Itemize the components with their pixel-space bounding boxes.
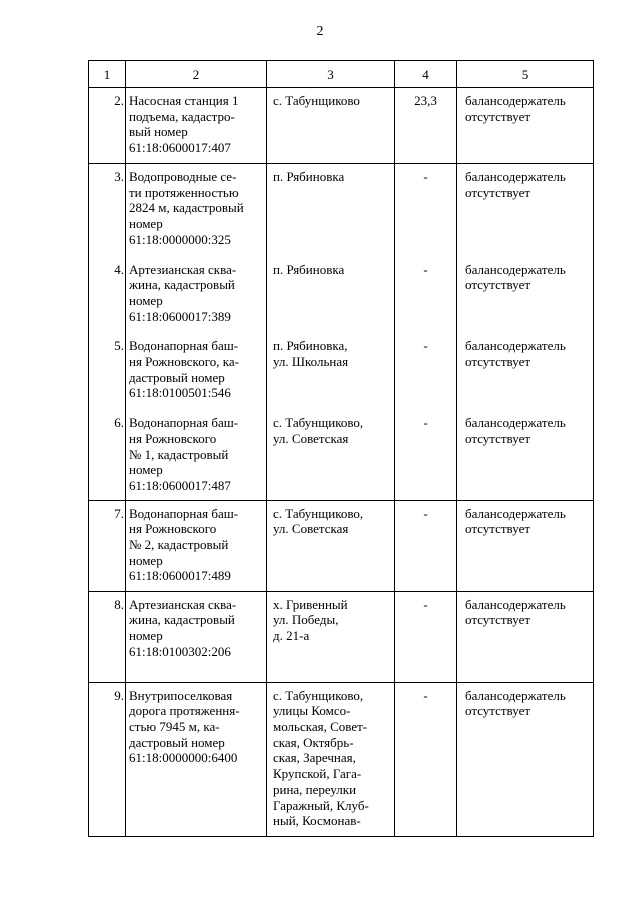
owner-line: отсутствует (465, 184, 531, 200)
owner-cell (457, 88, 594, 164)
object-name-line: 61:18:0000000:325 (129, 231, 231, 247)
object-name-entry (129, 415, 263, 494)
location-cell-line: ный, Космонав- (273, 813, 361, 829)
object-name-cell (126, 88, 267, 164)
area-entry (395, 338, 456, 401)
object-name-cell (126, 164, 267, 501)
item-number-entry (89, 262, 124, 325)
area-cell-line: - (423, 596, 428, 612)
object-name-cell-line: ня Рожновского (129, 521, 217, 537)
object-name-line: номер (129, 292, 163, 308)
owner-cell (457, 500, 594, 591)
owner-cell-line: отсутствует (465, 108, 531, 124)
object-name-line: Водопроводные се- (129, 169, 237, 184)
location-cell-line: Гаражный, Клуб- (273, 797, 369, 813)
object-name-cell (126, 682, 267, 836)
object-name-cell-line: стью 7945 м, ка- (129, 719, 220, 734)
item-number-cell-line: 8. (114, 596, 124, 612)
area-entry (395, 262, 456, 325)
object-name-line: номер (129, 462, 163, 478)
location-cell-line: Крупской, Гага- (273, 766, 362, 782)
area-cell (395, 500, 457, 591)
owner-cell-line: балансодержатель (465, 505, 566, 521)
location-cell-line: рина, переулки (273, 781, 357, 797)
item-number-cell-line: 7. (114, 505, 124, 521)
area-cell-line: - (423, 687, 428, 703)
location-line: с. Табунщиково, (273, 415, 364, 431)
object-name-line: жина, кадастровый (129, 277, 235, 293)
item-number-line: 5. (114, 338, 124, 354)
location-entry (273, 415, 391, 494)
column-header: 4 (395, 61, 457, 88)
location-cell-line: с. Табунщиково (273, 93, 360, 108)
object-name-line: 2824 м, кадастровый (129, 200, 244, 216)
owner-cell-line: балансодержатель (465, 93, 566, 108)
owner-line: балансодержатель (465, 261, 566, 277)
location-cell-line: д. 21-а (273, 628, 310, 643)
item-number-line: 3. (114, 169, 124, 184)
area-cell-line: 23,3 (414, 93, 437, 108)
object-name-line: ня Рожновского, ка- (129, 354, 239, 369)
object-name-cell (126, 591, 267, 682)
location-cell-line: ская, Октябрь- (273, 734, 354, 750)
owner-entry (465, 415, 591, 494)
location-cell (267, 88, 395, 164)
area-line: - (423, 415, 428, 431)
location-cell-line: ул. Победы, (273, 612, 339, 628)
area-entry (395, 169, 456, 248)
location-cell-line: ская, Заречная, (273, 750, 356, 766)
object-name-cell-line: 61:18:0100302:206 (129, 643, 231, 659)
object-name-cell-line: 61:18:0600017:407 (129, 140, 231, 156)
item-number-cell-line: 2. (114, 93, 124, 108)
object-name-line: Водонапорная баш- (129, 415, 239, 431)
table-row (89, 88, 594, 164)
location-line: ул. Советская (273, 430, 349, 446)
item-number-line: 6. (114, 415, 124, 431)
object-name-line: ня Рожновского (129, 430, 217, 446)
item-number-cell (89, 500, 126, 591)
object-name-line: Артезианская сква- (129, 261, 237, 277)
object-name-line: 61:18:0100501:546 (129, 385, 231, 401)
location-cell-line: с. Табунщиково, (273, 505, 364, 521)
area-line: - (423, 261, 428, 277)
owner-line: отсутствует (465, 277, 531, 293)
owner-line: отсутствует (465, 430, 531, 446)
owner-entry (465, 262, 591, 325)
location-cell (267, 164, 395, 501)
table-row (89, 500, 594, 591)
object-name-cell-line: дастровый номер (129, 734, 225, 750)
location-cell (267, 500, 395, 591)
location-cell (267, 682, 395, 836)
owner-cell-line: балансодержатель (465, 596, 566, 612)
object-name-cell-line: подъема, кадастро- (129, 108, 235, 124)
owner-line: балансодержатель (465, 415, 566, 431)
object-name-cell-line: номер (129, 628, 163, 643)
object-name-line: номер (129, 216, 163, 232)
location-line: п. Рябиновка, (273, 338, 348, 354)
object-name-cell-line: номер (129, 552, 163, 568)
area-cell (395, 88, 457, 164)
column-header: 5 (457, 61, 594, 88)
object-name-line: дастровый номер (129, 369, 225, 385)
area-cell (395, 682, 457, 836)
area-line: - (423, 169, 428, 184)
area-cell-line: - (423, 505, 428, 521)
item-number-line: 4. (114, 261, 124, 277)
location-entry (273, 169, 391, 248)
object-name-cell-line: Насосная станция 1 (129, 93, 239, 108)
item-number-cell-line: 9. (114, 687, 124, 703)
table-row (89, 591, 594, 682)
object-name-cell (126, 500, 267, 591)
owner-cell-line: отсутствует (465, 521, 531, 537)
location-entry (273, 338, 391, 401)
location-cell-line: с. Табунщиково, (273, 687, 364, 703)
item-number-entry (89, 338, 124, 401)
object-name-entry (129, 338, 263, 401)
item-number-entry (89, 169, 124, 248)
location-entry (273, 262, 391, 325)
location-cell-line: мольская, Совет- (273, 719, 368, 734)
item-number-cell (89, 591, 126, 682)
area-entry (395, 415, 456, 494)
item-number-cell (89, 682, 126, 836)
object-name-cell-line: Артезианская сква- (129, 596, 237, 612)
area-cell (395, 164, 457, 501)
property-table (88, 60, 594, 837)
object-name-entry (129, 262, 263, 325)
table-row (89, 164, 594, 501)
item-number-cell (89, 164, 126, 501)
object-name-line: № 1, кадастровый (129, 446, 229, 462)
owner-line: отсутствует (465, 354, 531, 369)
owner-line: балансодержатель (465, 169, 566, 184)
object-name-cell-line: жина, кадастровый (129, 612, 235, 628)
owner-cell (457, 682, 594, 836)
location-cell-line: улицы Комсо- (273, 703, 351, 719)
owner-entry (465, 338, 591, 401)
object-name-cell-line: дорога протяження- (129, 703, 240, 719)
owner-cell (457, 164, 594, 501)
owner-cell-line: балансодержатель (465, 687, 566, 703)
area-line: - (423, 338, 428, 354)
location-cell-line: ул. Советская (273, 521, 349, 537)
page-number: 2 (316, 24, 324, 39)
owner-entry (465, 169, 591, 248)
table-row (89, 682, 594, 836)
object-name-line: Водонапорная баш- (129, 338, 239, 354)
area-cell (395, 591, 457, 682)
item-number-entry (89, 415, 124, 494)
location-cell-line: х. Гривенный (273, 596, 348, 612)
table-header-row (89, 61, 594, 88)
owner-cell-line: отсутствует (465, 703, 531, 719)
column-header: 1 (89, 61, 126, 88)
owner-line: балансодержатель (465, 338, 566, 354)
location-line: п. Рябиновка (273, 169, 345, 184)
item-number-cell (89, 88, 126, 164)
object-name-cell-line: № 2, кадастровый (129, 537, 229, 552)
location-cell (267, 591, 395, 682)
owner-cell-line: отсутствует (465, 612, 531, 628)
object-name-line: ти протяженностью (129, 184, 239, 200)
owner-cell (457, 591, 594, 682)
object-name-cell-line: 61:18:0600017:489 (129, 568, 231, 584)
location-line: ул. Школьная (273, 354, 349, 369)
column-header: 3 (267, 61, 395, 88)
object-name-line: 61:18:0600017:487 (129, 477, 231, 493)
object-name-cell-line: Водонапорная баш- (129, 505, 239, 521)
object-name-cell-line: Внутрипоселковая (129, 687, 233, 703)
column-header: 2 (126, 61, 267, 88)
object-name-cell-line: 61:18:0000000:6400 (129, 750, 238, 766)
object-name-cell-line: вый номер (129, 124, 188, 140)
object-name-line: 61:18:0600017:389 (129, 308, 231, 324)
location-line: п. Рябиновка (273, 261, 345, 277)
object-name-entry (129, 169, 263, 248)
